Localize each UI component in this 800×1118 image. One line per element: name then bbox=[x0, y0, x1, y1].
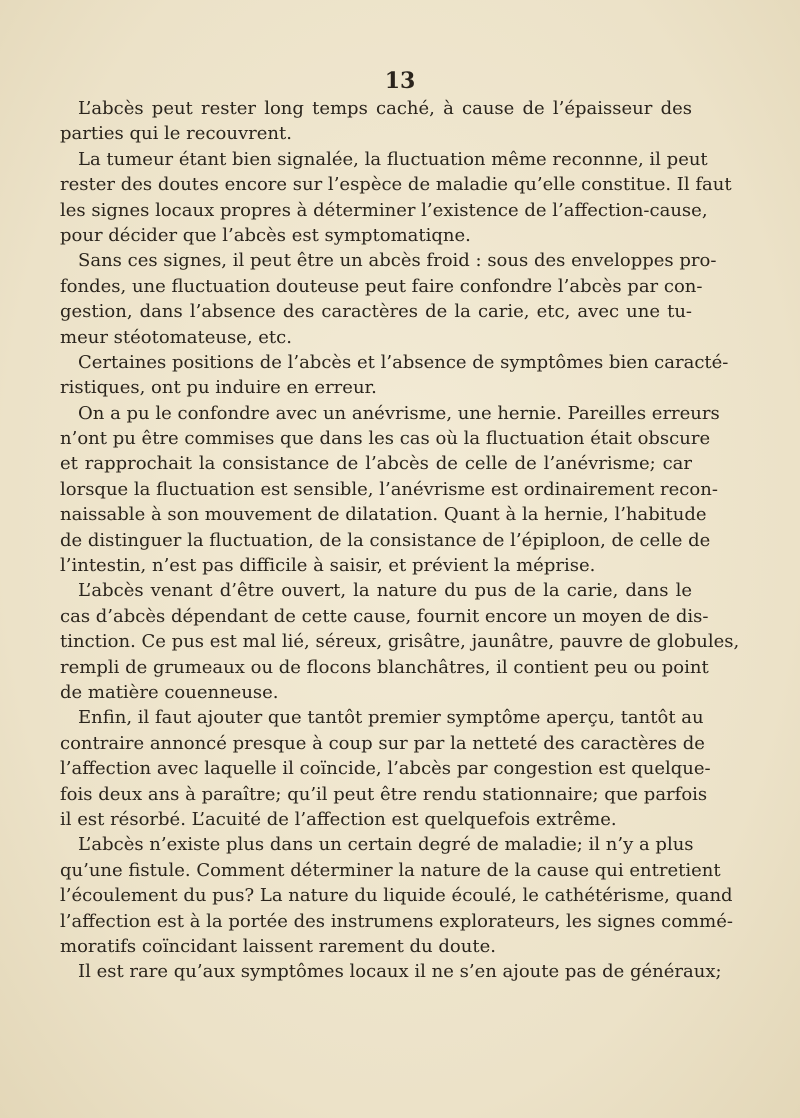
text-line: gestion, dans l’absence des caractères de la carie, etc, avec une tu- bbox=[60, 301, 692, 323]
text-line: l’affection est à la portée des instrumens explorateurs, les signes commé- bbox=[60, 910, 733, 932]
text-line: contraire annoncé presque à coup sur par la netteté des caractères de bbox=[60, 732, 705, 754]
text-line: qu’une fistule. Comment déterminer la nature de la cause qui entretient bbox=[60, 859, 721, 881]
text-line: parties qui le recouvrent. bbox=[60, 123, 292, 145]
text-line: l’écoulement du pus? La nature du liquide écoulé, le cathétérisme, quand bbox=[60, 885, 733, 907]
text-line: pour décider que l’abcès est symptomatiqne. bbox=[60, 224, 471, 246]
text-line: fondes, une fluctuation douteuse peut faire confondre l’abcès par con- bbox=[60, 275, 703, 297]
text-line: Certaines positions de l’abcès et l’absence de symptômes bien caracté- bbox=[78, 351, 729, 373]
text-line: meur stéotomateuse, etc. bbox=[60, 326, 292, 348]
text-line: Enfin, il faut ajouter que tantôt premier symptôme aperçu, tantôt au bbox=[78, 707, 704, 729]
text-line: L’abcès venant d’être ouvert, la nature du pus de la carie, dans le bbox=[78, 580, 692, 602]
text-line: On a pu le confondre avec un anévrisme, une hernie. Pareilles erreurs bbox=[78, 402, 720, 424]
body-text bbox=[60, 96, 740, 985]
text-line: il est résorbé. L’acuité de l’affection est quelquefois extrême. bbox=[60, 808, 617, 830]
text-line: n’ont pu être commises que dans les cas où la fluctuation était obscure bbox=[60, 428, 711, 450]
text-line: moratifs coïncidant laissent rarement du doute. bbox=[60, 935, 496, 957]
text-line: tinction. Ce pus est mal lié, séreux, grisâtre, jaunâtre, pauvre de globules, bbox=[60, 631, 740, 653]
text-line: ristiques, ont pu induire en erreur. bbox=[60, 377, 377, 399]
text-line: l’intestin, n’est pas difficile à saisir, et prévient la méprise. bbox=[60, 555, 596, 577]
text-line: les signes locaux propres à déterminer l’existence de l’affection-cause, bbox=[60, 199, 708, 221]
text-line: La tumeur étant bien signalée, la fluctuation même reconnne, il peut bbox=[78, 148, 708, 170]
text-line: cas d’abcès dépendant de cette cause, fournit encore un moyen de dis- bbox=[60, 605, 709, 627]
text-line: l’affection avec laquelle il coïncide, l’abcès par congestion est quelque- bbox=[60, 758, 711, 780]
text-line: L’abcès peut rester long temps caché, à cause de l’épaisseur des bbox=[78, 98, 692, 119]
text-line: rester des doutes encore sur l’espèce de maladie qu’elle constitue. Il faut bbox=[60, 174, 732, 196]
page-number: 13 bbox=[384, 68, 416, 94]
text-line: fois deux ans à paraître; qu’il peut être rendu stationnaire; que parfois bbox=[60, 783, 708, 805]
text-line: L’abcès n’existe plus dans un certain degré de maladie; il n’y a plus bbox=[78, 834, 694, 856]
text-line: rempli de grumeaux ou de flocons blanchâtres, il contient peu ou point bbox=[60, 656, 709, 678]
text-line: de distinguer la fluctuation, de la consistance de l’épiploon, de celle de bbox=[60, 529, 711, 551]
text-line: de matière couenneuse. bbox=[60, 681, 279, 703]
text-line: Sans ces signes, il peut être un abcès froid : sous des enveloppes pro- bbox=[78, 250, 717, 272]
text-line: et rapprochait la consistance de l’abcès de celle de l’anévrisme; car bbox=[60, 453, 692, 475]
text-line: Il est rare qu’aux symptômes locaux il ne s’en ajoute pas de généraux; bbox=[78, 961, 722, 983]
text-line: naissable à son mouvement de dilatation. Quant à la hernie, l’habitude bbox=[60, 504, 707, 526]
text-line: lorsque la fluctuation est sensible, l’anévrisme est ordinairement recon- bbox=[60, 478, 718, 500]
